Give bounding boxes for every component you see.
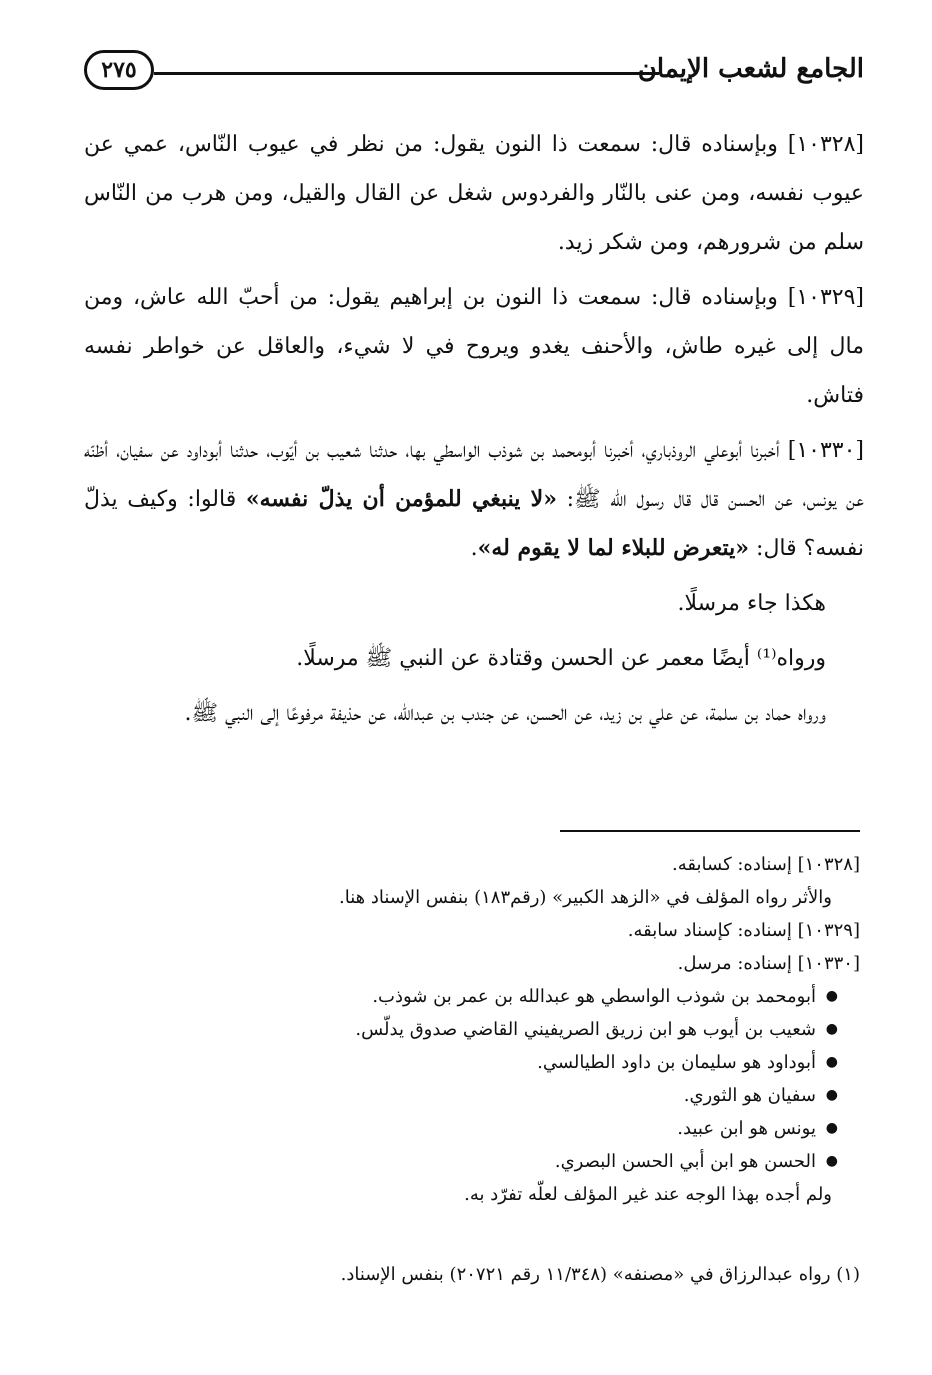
hadith-text: «لا ينبغي للمؤمن أن يذلّ نفسه» [245, 486, 557, 512]
list-item: ● أبوداود هو سليمان بن داود الطيالسي. [220, 1046, 816, 1079]
page-header [84, 36, 864, 106]
footnote-10330-note: ولم أجده بهذا الوجه عند غير المؤلف لعلّه تفرّد به. [464, 1184, 832, 1205]
paragraph-10329: [١٠٣٢٩] وبإسناده قال: سمعت ذا النون بن إبراهيم يقول: من أحبّ الله عاش، ومن مال إلى غيره طاش، والأحنف يغدو ويروح في لا شيء، والعاقل عن خواطر نفسه فتاش. [84, 285, 864, 408]
page-number: ٢٧٥ [84, 50, 154, 90]
list-item: ● سفيان هو الثوري. [220, 1079, 816, 1112]
paragraph-mursal: هكذا جاء مرسلًا. [677, 591, 826, 616]
list-item: ● الحسن هو ابن أبي الحسن البصري. [220, 1145, 816, 1178]
narrator-list [220, 980, 860, 1178]
list-item: ● يونس هو ابن عبيد. [220, 1112, 816, 1145]
footnote-10328: [١٠٣٢٨] إسناده: كسابقه. [672, 854, 860, 875]
list-item: ● أبومحمد بن شوذب الواسطي هو عبدالله بن عمر بن شوذب. [220, 980, 816, 1013]
footnote-10328-note: والأثر رواه المؤلف في «الزهد الكبير» (رقم١٨٣) بنفس الإسناد هنا. [339, 887, 832, 908]
dialogue-text: قالوا: وكيف يذلّ نفسه؟ قال: [84, 487, 864, 561]
footnote-10330: [١٠٣٣٠] إسناده: مرسل. [677, 953, 860, 974]
footnote-1 [150, 1258, 860, 1291]
paragraph-hammad: ورواه حماد بن سلمة، عن علي بن زيد، عن الحسن، عن جندب بن عبدالله، عن حذيفة مرفوعًا إلى النبي ﷺ. [184, 701, 826, 726]
list-item: ● شعيب بن أيوب هو ابن زريق الصريفيني القاضي صدوق يدلّس. [220, 1013, 816, 1046]
main-text [84, 120, 864, 744]
running-title: الجامع لشعب الإيمان [637, 54, 864, 84]
footnote-1-text: (١) رواه عبدالرزاق في «مصنفه» (١١/٣٤٨ رقم ٢٠٧٢١) بنفس الإسناد. [340, 1264, 860, 1285]
header-rule [154, 72, 659, 75]
footnotes [220, 848, 860, 1211]
footnote-separator [560, 830, 860, 832]
end-dot: . [470, 536, 478, 561]
paragraph-10330 [84, 426, 864, 573]
footnote-10329: [١٠٣٢٩] إسناده: كإسناد سابقه. [627, 920, 860, 941]
paragraph-10328: [١٠٣٢٨] وبإسناده قال: سمعت ذا النون يقول: من نظر في عيوب النّاس، عمي عن عيوب نفسه، ومن عنى بالنّار والفردوس شغل عن القال والقيل، ومن هرب من النّاس سلم من شرورهم، ومن شكر زيد. [84, 132, 864, 255]
hadith-answer: «يتعرض للبلاء لما لا يقوم له» [477, 535, 750, 561]
paragraph-mamar: ورواه⁽¹⁾ أيضًا معمر عن الحسن وقتادة عن النبي ﷺ مرسلًا. [296, 646, 826, 671]
isnad-text: [١٠٣٣٠] أخبرنا أبوعلي الروذباري، أخبرنا أبومحمد بن شوذب الواسطي بها، حدثنا شعيب بن أيّوب، حدثنا أبوداود عن سفيان، أظنّه عن يونس، عن الحسن قال قال رسول الله ﷺ: [84, 438, 864, 512]
